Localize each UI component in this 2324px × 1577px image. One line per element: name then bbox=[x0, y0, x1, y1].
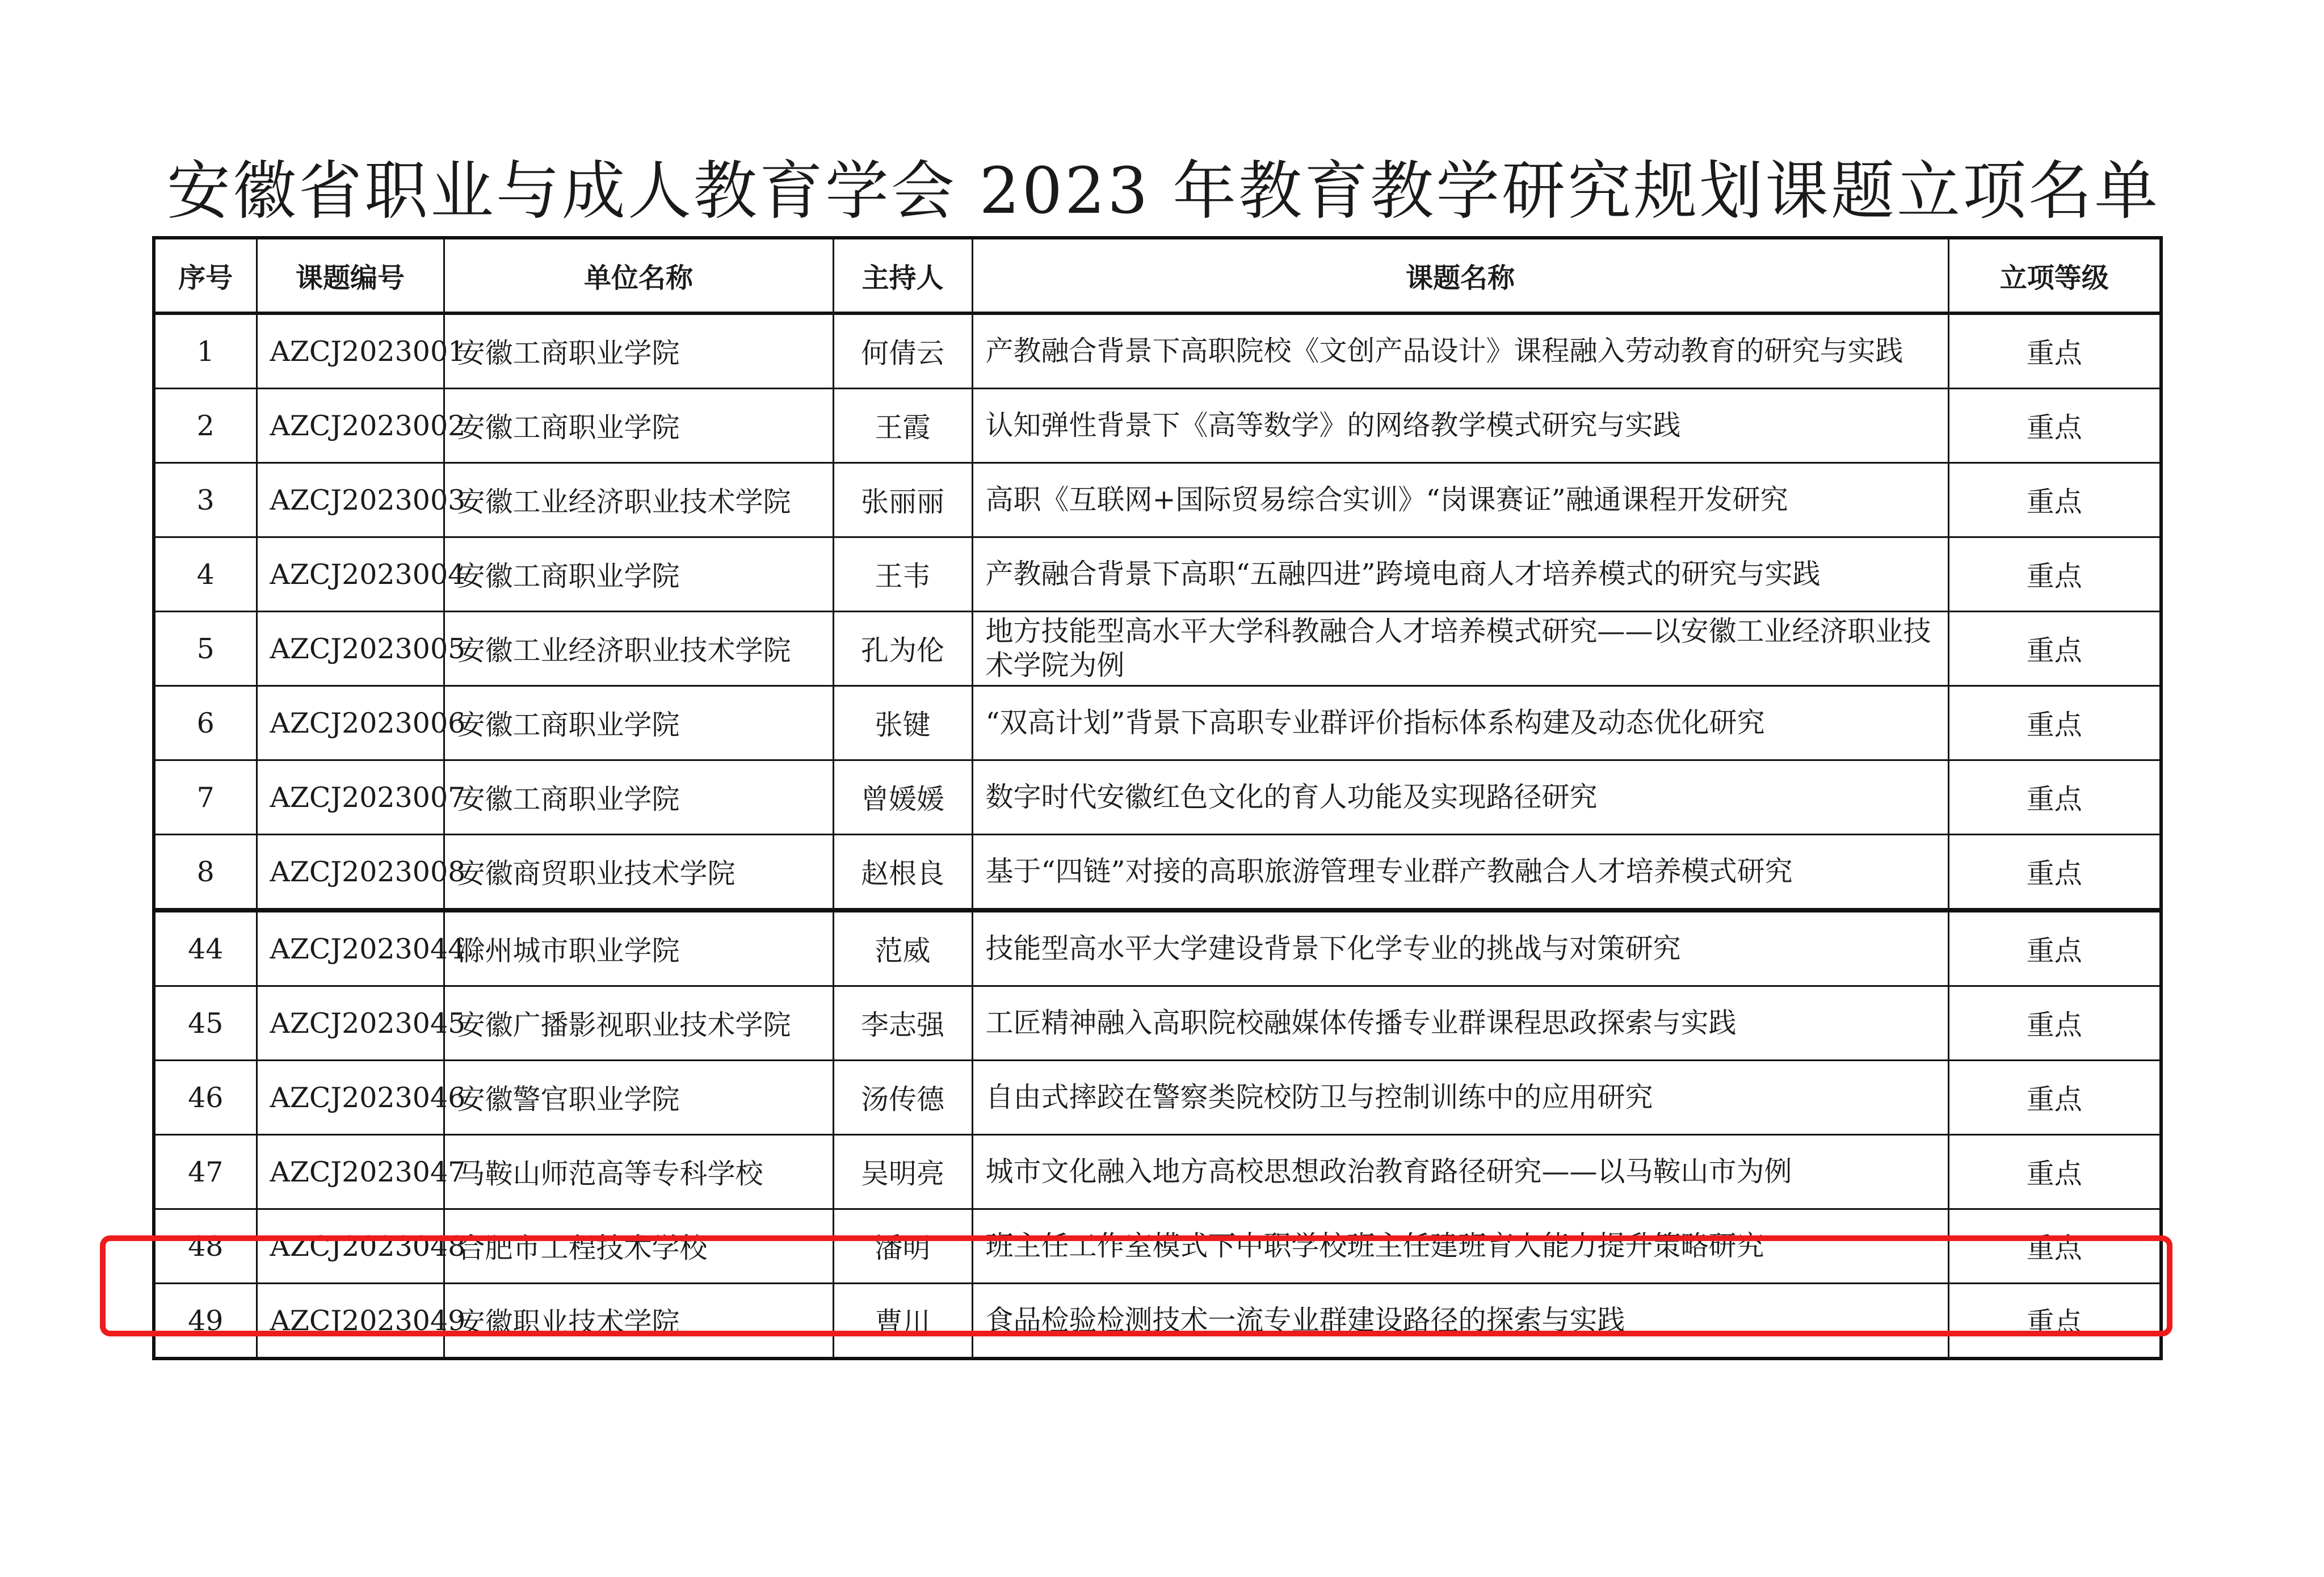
cell-project-code: AZCJ2023007 bbox=[257, 760, 444, 835]
cell-unit-name: 安徽工商职业学院 bbox=[444, 760, 833, 835]
page-title: 安徽省职业与成人教育学会 2023 年教育教学研究规划课题立项名单 bbox=[166, 154, 2161, 228]
cell-host: 吴明亮 bbox=[833, 1135, 972, 1209]
cell-host: 曾媛媛 bbox=[833, 760, 972, 835]
cell-serial: 3 bbox=[154, 463, 257, 537]
cell-unit-name: 安徽商贸职业技术学院 bbox=[444, 835, 833, 911]
cell-level: 重点 bbox=[1948, 1135, 2161, 1209]
cell-project-title: 产教融合背景下高职“五融四进”跨境电商人才培养模式的研究与实践 bbox=[972, 537, 1948, 612]
cell-unit-name: 滁州城市职业学院 bbox=[444, 910, 833, 986]
cell-project-title: 高职《互联网+国际贸易综合实训》“岗课赛证”融通课程开发研究 bbox=[972, 463, 1948, 537]
table-row bbox=[154, 389, 2161, 463]
cell-project-title: “双高计划”背景下高职专业群评价指标体系构建及动态优化研究 bbox=[972, 686, 1948, 760]
header-serial: 序号 bbox=[154, 238, 257, 313]
cell-level: 重点 bbox=[1948, 1209, 2161, 1284]
cell-serial: 46 bbox=[154, 1061, 257, 1135]
table-row bbox=[154, 1135, 2161, 1209]
cell-level: 重点 bbox=[1948, 835, 2161, 911]
cell-host: 范威 bbox=[833, 910, 972, 986]
cell-project-title: 工匠精神融入高职院校融媒体传播专业群课程思政探索与实践 bbox=[972, 986, 1948, 1061]
header-level: 立项等级 bbox=[1948, 238, 2161, 313]
table-row bbox=[154, 537, 2161, 612]
cell-unit-name: 安徽工业经济职业技术学院 bbox=[444, 612, 833, 686]
cell-project-title: 城市文化融入地方高校思想政治教育路径研究——以马鞍山市为例 bbox=[972, 1135, 1948, 1209]
table-row bbox=[154, 986, 2161, 1061]
cell-project-code: AZCJ2023048 bbox=[257, 1209, 444, 1284]
cell-level: 重点 bbox=[1948, 389, 2161, 463]
cell-project-code: AZCJ2023003 bbox=[257, 463, 444, 537]
table-row bbox=[154, 313, 2161, 389]
cell-project-title: 产教融合背景下高职院校《文创产品设计》课程融入劳动教育的研究与实践 bbox=[972, 313, 1948, 389]
cell-host: 曹川 bbox=[833, 1284, 972, 1359]
cell-serial: 2 bbox=[154, 389, 257, 463]
cell-serial: 5 bbox=[154, 612, 257, 686]
cell-host: 张键 bbox=[833, 686, 972, 760]
cell-project-title: 认知弹性背景下《高等数学》的网络教学模式研究与实践 bbox=[972, 389, 1948, 463]
cell-level: 重点 bbox=[1948, 910, 2161, 986]
cell-level: 重点 bbox=[1948, 537, 2161, 612]
table-row bbox=[154, 835, 2161, 911]
cell-level: 重点 bbox=[1948, 463, 2161, 537]
cell-level: 重点 bbox=[1948, 1284, 2161, 1359]
cell-serial: 44 bbox=[154, 910, 257, 986]
table-row bbox=[154, 686, 2161, 760]
cell-project-title: 班主任工作室模式下中职学校班主任建班育人能力提升策略研究 bbox=[972, 1209, 1948, 1284]
cell-project-code: AZCJ2023044 bbox=[257, 910, 444, 986]
cell-project-code: AZCJ2023046 bbox=[257, 1061, 444, 1135]
cell-level: 重点 bbox=[1948, 686, 2161, 760]
cell-project-code: AZCJ2023005 bbox=[257, 612, 444, 686]
cell-project-code: AZCJ2023049 bbox=[257, 1284, 444, 1359]
cell-serial: 49 bbox=[154, 1284, 257, 1359]
cell-host: 王韦 bbox=[833, 537, 972, 612]
cell-serial: 6 bbox=[154, 686, 257, 760]
cell-project-code: AZCJ2023001 bbox=[257, 313, 444, 389]
cell-level: 重点 bbox=[1948, 1061, 2161, 1135]
cell-level: 重点 bbox=[1948, 986, 2161, 1061]
cell-level: 重点 bbox=[1948, 612, 2161, 686]
cell-serial: 4 bbox=[154, 537, 257, 612]
cell-serial: 1 bbox=[154, 313, 257, 389]
cell-project-title: 数字时代安徽红色文化的育人功能及实现路径研究 bbox=[972, 760, 1948, 835]
table-row bbox=[154, 1061, 2161, 1135]
cell-host: 孔为伦 bbox=[833, 612, 972, 686]
cell-project-title: 基于“四链”对接的高职旅游管理专业群产教融合人才培养模式研究 bbox=[972, 835, 1948, 911]
cell-project-code: AZCJ2023002 bbox=[257, 389, 444, 463]
cell-project-title: 地方技能型高水平大学科教融合人才培养模式研究——以安徽工业经济职业技术学院为例 bbox=[972, 612, 1948, 686]
cell-host: 潘明 bbox=[833, 1209, 972, 1284]
table-row bbox=[154, 463, 2161, 537]
cell-unit-name: 合肥市工程技术学校 bbox=[444, 1209, 833, 1284]
cell-project-code: AZCJ2023047 bbox=[257, 1135, 444, 1209]
cell-project-code: AZCJ2023045 bbox=[257, 986, 444, 1061]
cell-project-code: AZCJ2023008 bbox=[257, 835, 444, 911]
cell-unit-name: 安徽工商职业学院 bbox=[444, 313, 833, 389]
cell-serial: 45 bbox=[154, 986, 257, 1061]
cell-project-title: 技能型高水平大学建设背景下化学专业的挑战与对策研究 bbox=[972, 910, 1948, 986]
table-header-row bbox=[154, 238, 2161, 313]
cell-host: 李志强 bbox=[833, 986, 972, 1061]
cell-host: 赵根良 bbox=[833, 835, 972, 911]
cell-unit-name: 安徽工商职业学院 bbox=[444, 686, 833, 760]
table-row bbox=[154, 1209, 2161, 1284]
cell-unit-name: 安徽工商职业学院 bbox=[444, 537, 833, 612]
cell-serial: 47 bbox=[154, 1135, 257, 1209]
table-row bbox=[154, 910, 2161, 986]
table-row bbox=[154, 612, 2161, 686]
cell-unit-name: 安徽广播影视职业技术学院 bbox=[444, 986, 833, 1061]
header-unit-name: 单位名称 bbox=[444, 238, 833, 313]
cell-unit-name: 马鞍山师范高等专科学校 bbox=[444, 1135, 833, 1209]
table-row bbox=[154, 760, 2161, 835]
header-host: 主持人 bbox=[833, 238, 972, 313]
table-row bbox=[154, 1284, 2161, 1359]
cell-host: 汤传德 bbox=[833, 1061, 972, 1135]
project-table bbox=[152, 236, 2163, 1360]
header-project-title: 课题名称 bbox=[972, 238, 1948, 313]
cell-unit-name: 安徽工业经济职业技术学院 bbox=[444, 463, 833, 537]
cell-host: 何倩云 bbox=[833, 313, 972, 389]
cell-project-title: 食品检验检测技术一流专业群建设路径的探索与实践 bbox=[972, 1284, 1948, 1359]
cell-unit-name: 安徽工商职业学院 bbox=[444, 389, 833, 463]
cell-project-title: 自由式摔跤在警察类院校防卫与控制训练中的应用研究 bbox=[972, 1061, 1948, 1135]
cell-serial: 7 bbox=[154, 760, 257, 835]
cell-host: 王霞 bbox=[833, 389, 972, 463]
cell-level: 重点 bbox=[1948, 313, 2161, 389]
cell-project-code: AZCJ2023004 bbox=[257, 537, 444, 612]
cell-project-code: AZCJ2023006 bbox=[257, 686, 444, 760]
cell-serial: 8 bbox=[154, 835, 257, 911]
cell-unit-name: 安徽职业技术学院 bbox=[444, 1284, 833, 1359]
cell-serial: 48 bbox=[154, 1209, 257, 1284]
header-project-code: 课题编号 bbox=[257, 238, 444, 313]
cell-level: 重点 bbox=[1948, 760, 2161, 835]
cell-host: 张丽丽 bbox=[833, 463, 972, 537]
cell-unit-name: 安徽警官职业学院 bbox=[444, 1061, 833, 1135]
